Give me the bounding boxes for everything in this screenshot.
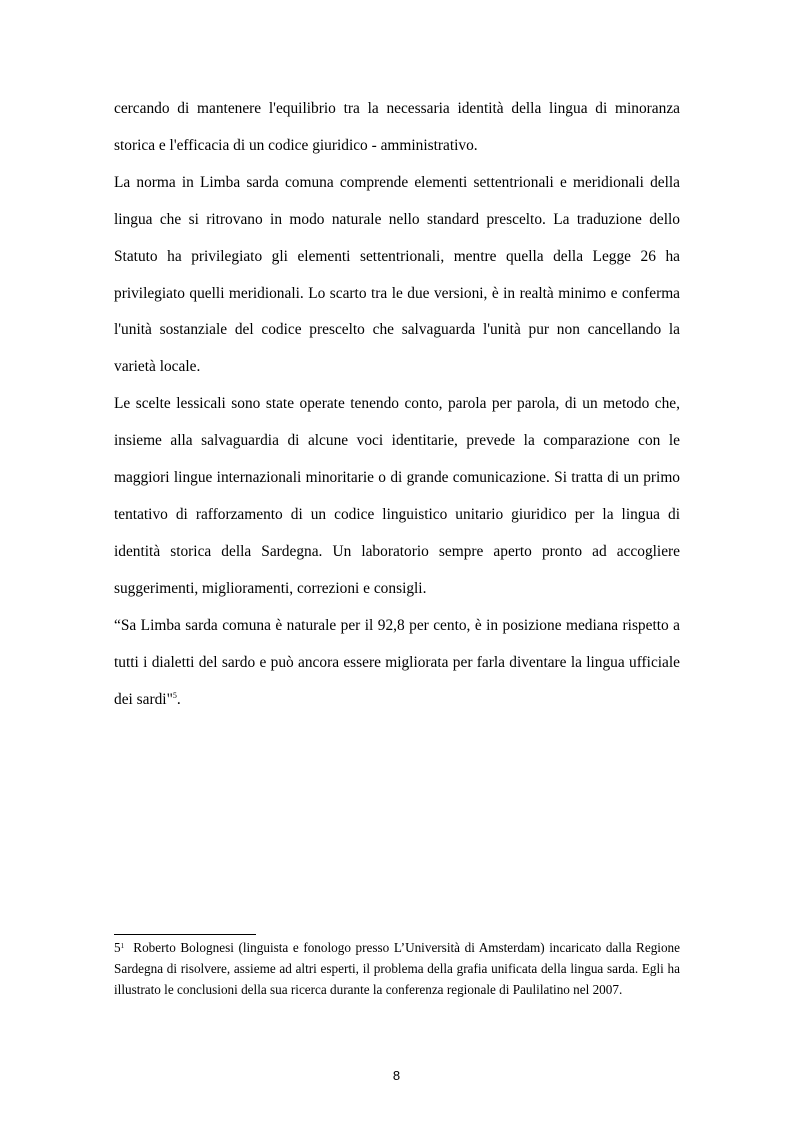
footnote-marker: 1	[120, 942, 125, 950]
footnote-number-value: 5	[114, 940, 121, 955]
quotation-tail: .	[176, 690, 181, 708]
footnote-separator	[114, 934, 256, 935]
paragraph-quotation	[114, 608, 680, 719]
quotation-text: “Sa Limba sarda comuna è naturale per il 92,8 per cento, è in posizione mediana rispetto a tutti i dialetti del sardo e può ancora essere migliorata per farla diventare la lingua ufficiale dei sardi"	[114, 616, 680, 708]
footnote-text: Roberto Bolognesi (linguista e fonologo presso L’Università di Amsterdam) incaricato dalla Regione Sardegna di risolvere, assieme ad altri esperti, il problema della grafia unificata della lingua sarda. Egli ha illustrato le conclusioni della sua ricerca durante la conferenza regionale di Paulilatino nel 2007.	[114, 940, 680, 997]
paragraph-continuation: cercando di mantenere l'equilibrio tra la necessaria identità della lingua di minoranza storica e l'efficacia di un codice giuridico - amministrativo.	[114, 100, 680, 154]
page-number: 8	[392, 1068, 401, 1083]
body-text	[114, 91, 680, 718]
paragraph-limba-sarda-norma: La norma in Limba sarda comuna comprende elementi settentrionali e meridionali della lingua che si ritrovano in modo naturale nello standard prescelto. La traduzione dello Statuto ha privilegiato gli elementi settentrionali, mentre quella della Legge 26 ha privilegiato quelli meridionali. Lo scarto tra le due versioni, è in realtà minimo e conferma l'unità sostanziale del codice prescelto che salvaguarda l'unità pur non cancellando la varietà locale.	[114, 173, 680, 376]
footnote-reference[interactable]: 5	[172, 690, 177, 700]
paragraph-scelte-lessicali: Le scelte lessicali sono state operate tenendo conto, parola per parola, di un metodo che, insieme alla salvaguardia di alcune voci identitarie, prevede la comparazione con le maggiori lingue internazionali minoritarie o di grande comunicazione. Si tratta di un primo tentativo di rafforzamento di un codice linguistico unitario giuridico per la lingua di identità storica della Sardegna. Un laboratorio sempre aperto pronto ad accogliere suggerimenti, miglioramenti, correzioni e consigli.	[114, 395, 680, 597]
footnote-number	[114, 940, 124, 955]
footnote	[114, 937, 680, 1000]
